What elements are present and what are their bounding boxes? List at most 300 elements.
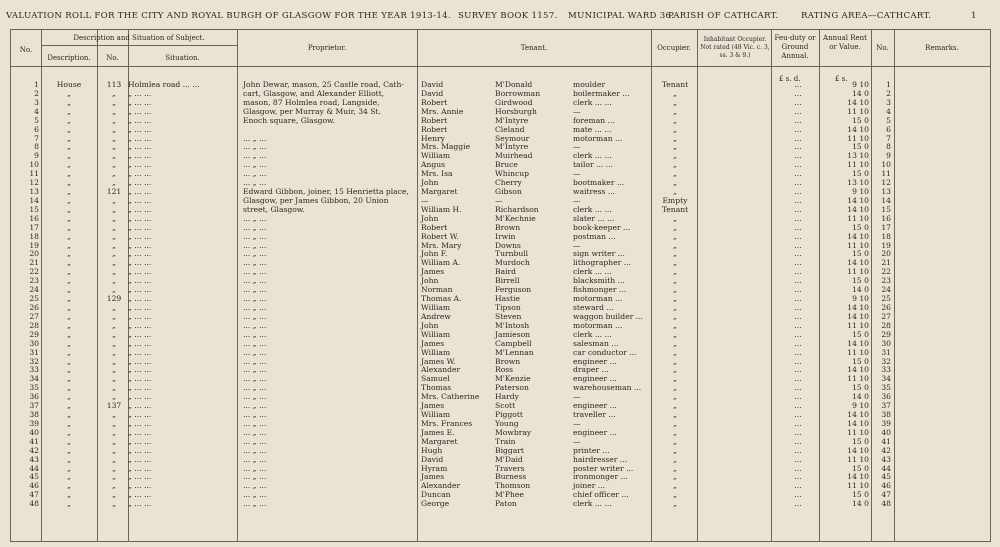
cell-tf: Robert (421, 97, 448, 107)
cell-ts: M'Lennan (495, 347, 534, 357)
cell-prop: ... „ ... (243, 481, 267, 491)
cell-desc: „ (67, 410, 71, 420)
cell-desc: „ (67, 124, 71, 134)
cell-occ: book-keeper ... (573, 222, 631, 232)
table-row (11, 464, 990, 473)
table-row (11, 285, 990, 294)
table-row (11, 481, 990, 490)
cell-prop: ... „ ... (243, 427, 267, 437)
cell-sit: „ ... ... (128, 97, 152, 107)
cell-rent: 14 10 (847, 258, 869, 268)
cell-no: 46 (29, 481, 39, 491)
cell-ts: Biggart (495, 445, 524, 455)
cell-occ: clerk ... ... (573, 97, 612, 107)
cell-occup: „ (673, 88, 677, 98)
col-feu-duty: Feu-duty or Ground Annual. (774, 34, 816, 60)
cell-desc: „ (67, 347, 71, 357)
cell-sit: „ ... ... (128, 418, 152, 428)
cell-no2: 25 (881, 294, 891, 304)
cell-desc: „ (67, 329, 71, 339)
cell-no: 32 (29, 356, 39, 366)
cell-desc: „ (67, 151, 71, 161)
cell-feu: ... (794, 454, 802, 464)
table-row (11, 142, 990, 151)
cell-occup: „ (673, 249, 677, 259)
cell-occ: — (573, 436, 581, 446)
cell-sit: „ ... ... (128, 392, 152, 402)
table-row (11, 241, 990, 250)
cell-occup: „ (673, 267, 677, 277)
cell-occup: „ (673, 338, 677, 348)
cell-desc: „ (67, 356, 71, 366)
cell-desc: „ (67, 204, 71, 214)
cell-sit: „ ... ... (128, 374, 152, 384)
cell-desc: „ (67, 436, 71, 446)
cell-no2: 46 (881, 481, 891, 491)
cell-prop: ... „ ... (243, 276, 267, 286)
cell-num: „ (112, 365, 116, 375)
cell-rent: 15 0 (852, 329, 869, 339)
cell-feu: ... (794, 356, 802, 366)
cell-desc: „ (67, 169, 71, 179)
cell-prop: ... „ ... (243, 329, 267, 339)
cell-desc: „ (67, 303, 71, 312)
cell-prop: ... „ ... (243, 365, 267, 375)
cell-no: 14 (29, 195, 39, 205)
table-row (11, 267, 990, 276)
cell-num: „ (112, 124, 116, 134)
cell-sit: „ ... ... (128, 490, 152, 500)
cell-no: 13 (29, 187, 39, 197)
valuation-table (10, 29, 991, 542)
cell-no: 42 (29, 445, 39, 455)
table-row (11, 107, 990, 116)
cell-num: „ (112, 178, 116, 188)
cell-no: 7 (34, 133, 39, 143)
cell-sit: „ ... ... (128, 160, 152, 170)
cell-num: „ (112, 410, 116, 420)
cell-prop: ... „ ... (243, 267, 267, 277)
cell-occup: „ (673, 445, 677, 455)
cell-no2: 5 (886, 115, 891, 125)
cell-feu: ... (794, 151, 802, 161)
cell-prop: ... „ ... (243, 374, 267, 384)
cell-no2: 41 (881, 436, 891, 446)
cell-rent: 14 10 (847, 303, 869, 312)
cell-no: 26 (29, 303, 39, 312)
cell-no2: 8 (886, 142, 891, 152)
cell-rent: 11 10 (847, 481, 869, 491)
cell-occ: traveller ... (573, 410, 616, 420)
cell-sit: „ ... ... (128, 195, 152, 205)
cell-feu: ... (794, 124, 802, 134)
cell-tf: — (421, 195, 429, 205)
cell-num: „ (112, 204, 116, 214)
cell-tf: William (421, 410, 451, 420)
col-no-right: No. (876, 44, 889, 52)
cell-feu: ... (794, 320, 802, 330)
table-row (11, 223, 990, 232)
cell-no: 31 (29, 347, 39, 357)
cell-no: 8 (34, 142, 39, 152)
cell-ts: Mowbray (495, 427, 532, 437)
cell-occup: Tenant (661, 204, 689, 214)
cell-feu: ... (794, 445, 802, 455)
cell-no2: 29 (881, 329, 891, 339)
table-row (11, 303, 990, 312)
cell-no2: 6 (886, 124, 891, 134)
cell-ts: Seymour (495, 133, 530, 143)
cell-rent: 14 10 (847, 418, 869, 428)
cell-tf: John (421, 276, 439, 286)
cell-num: 113 (106, 80, 122, 89)
cell-sit: „ ... ... (128, 401, 152, 411)
cell-occ: motorman ... (573, 294, 623, 304)
cell-feu: ... (794, 204, 802, 214)
cell-desc: „ (67, 142, 71, 152)
cell-sit: „ ... ... (128, 204, 152, 214)
cell-tf: William (421, 151, 451, 161)
table-row (11, 330, 990, 339)
cell-ts: Hastie (495, 294, 521, 304)
cell-rent: 13 10 (847, 178, 869, 188)
cell-no: 43 (29, 454, 39, 464)
cell-occup: „ (673, 285, 677, 295)
cell-no: 3 (34, 97, 39, 107)
cell-feu: ... (794, 106, 802, 116)
cell-ts: Travers (495, 463, 525, 473)
cell-rent: 14 10 (847, 204, 869, 214)
cell-feu: ... (794, 347, 802, 357)
cell-ts: Paterson (495, 383, 529, 393)
cell-ts: M'Phee (495, 490, 524, 500)
cell-no2: 22 (881, 267, 891, 277)
cell-rent: 14 10 (847, 338, 869, 348)
cell-occ: foreman ... (573, 115, 615, 125)
cell-feu: ... (794, 338, 802, 348)
cell-occ: waggon builder ... (573, 311, 643, 321)
cell-sit: „ ... ... (128, 222, 152, 232)
cell-occ: clerk ... ... (573, 499, 612, 509)
cell-no: 19 (29, 240, 39, 250)
cell-occup: Empty (662, 195, 688, 205)
cell-occup: „ (673, 472, 677, 482)
cell-desc: „ (67, 178, 71, 188)
cell-prop: ... „ ... (243, 231, 267, 241)
cell-occup: „ (673, 490, 677, 500)
table-row (11, 357, 990, 366)
cell-occup: „ (673, 276, 677, 286)
cell-no2: 30 (881, 338, 891, 348)
cell-occ: engineer ... (573, 356, 617, 366)
cell-no2: 47 (881, 490, 891, 500)
cell-tf: James (421, 338, 445, 348)
cell-feu: ... (794, 481, 802, 491)
table-row (11, 428, 990, 437)
cell-num: „ (112, 418, 116, 428)
cell-no2: 9 (886, 151, 891, 161)
cell-feu: ... (794, 472, 802, 482)
cell-ts: M'Kenzie (495, 374, 531, 384)
cell-no: 9 (34, 151, 39, 161)
cell-num: 121 (106, 187, 122, 197)
cell-prop: ... „ ... (243, 285, 267, 295)
cell-occ: slater ... ... (573, 213, 615, 223)
cell-sit: „ ... ... (128, 481, 152, 491)
cell-occ: — (573, 418, 581, 428)
cell-tf: Mrs. Mary (421, 240, 462, 250)
parish: PARISH OF CATHCART. (668, 11, 779, 21)
cell-num: „ (112, 427, 116, 437)
cell-num: „ (112, 160, 116, 170)
cell-prop: ... „ ... (243, 347, 267, 357)
table-row (11, 214, 990, 223)
cell-tf: Duncan (421, 490, 451, 500)
cell-feu: ... (794, 490, 802, 500)
cell-rent: 15 0 (852, 276, 869, 286)
cell-desc: „ (67, 320, 71, 330)
cell-prop: ... „ ... (243, 240, 267, 250)
cell-rent: 14 10 (847, 472, 869, 482)
table-row (11, 80, 990, 89)
cell-prop: ... „ ... (243, 418, 267, 428)
cell-tf: James (421, 267, 445, 277)
cell-tf: James W. (421, 356, 456, 366)
cell-occ: sign writer ... (573, 249, 625, 259)
cell-rent: 14 10 (847, 410, 869, 420)
table-row (11, 232, 990, 241)
cell-desc: „ (67, 285, 71, 295)
cell-no2: 10 (881, 160, 891, 170)
cell-occ: moulder (573, 80, 606, 89)
cell-sit: „ ... ... (128, 410, 152, 420)
cell-desc: „ (67, 213, 71, 223)
cell-feu: ... (794, 222, 802, 232)
cell-ts: Piggott (495, 410, 523, 420)
cell-no2: 39 (881, 418, 891, 428)
cell-no2: 7 (886, 133, 891, 143)
cell-no: 20 (29, 249, 39, 259)
cell-no: 4 (34, 106, 39, 116)
cell-sit: „ ... ... (128, 240, 152, 250)
cell-sit: „ ... ... (128, 347, 152, 357)
cell-occup: „ (673, 410, 677, 420)
cell-occup: „ (673, 294, 677, 304)
cell-feu: ... (794, 169, 802, 179)
cell-num: „ (112, 213, 116, 223)
cell-rent: 11 10 (847, 213, 869, 223)
cell-occ: boilermaker ... (573, 88, 630, 98)
cell-desc: „ (67, 231, 71, 241)
cell-tf: William H. (421, 204, 462, 214)
cell-tf: Henry (421, 133, 445, 143)
cell-rent: 9 10 (852, 80, 869, 89)
cell-desc: „ (67, 490, 71, 500)
cell-sit: „ ... ... (128, 88, 152, 98)
cell-prop: ... „ ... (243, 142, 267, 152)
cell-occup: „ (673, 356, 677, 366)
cell-occ: engineer ... (573, 374, 617, 384)
cell-sit: „ ... ... (128, 365, 152, 375)
proprietor-dewar-elliott: John Dewar, mason, 25 Castle road, Cath- cart, Glasgow, and Alexander Elliott, mason, 87 Holmlea road, Langside, Glasgow, per Murray & Muir, 34 St. Enoch square, Glasgow. (243, 80, 404, 125)
cell-rent: 15 0 (852, 169, 869, 179)
cell-no: 23 (29, 276, 39, 286)
cell-no2: 17 (881, 222, 891, 232)
cell-desc: „ (67, 392, 71, 402)
cell-sit: „ ... ... (128, 311, 152, 321)
cell-sit: Holmlea road ... ... (128, 80, 200, 89)
cell-sit: „ ... ... (128, 356, 152, 366)
cell-prop: ... „ ... (243, 401, 267, 411)
cell-tf: James E. (421, 427, 455, 437)
col-tenant: Tenant. (520, 44, 548, 52)
cell-num: 129 (106, 294, 122, 304)
cell-tf: Margaret (421, 187, 458, 197)
table-row (11, 374, 990, 383)
cell-occ: tailor ... ... (573, 160, 613, 170)
cell-feu: ... (794, 249, 802, 259)
cell-num: 137 (106, 401, 122, 411)
cell-occup: „ (673, 169, 677, 179)
cell-occ: ironmonger ... (573, 472, 628, 482)
cell-no2: 48 (881, 499, 891, 509)
cell-ts: Borrowman (495, 88, 541, 98)
cell-ts: M'Donald (495, 80, 533, 89)
cell-rent: 14 10 (847, 97, 869, 107)
cell-desc: „ (67, 258, 71, 268)
cell-ts: Ferguson (495, 285, 532, 295)
cell-sit: „ ... ... (128, 303, 152, 312)
cell-no: 21 (29, 258, 39, 268)
cell-no2: 31 (881, 347, 891, 357)
cell-num: „ (112, 338, 116, 348)
cell-feu: ... (794, 142, 802, 152)
cell-no2: 13 (881, 187, 891, 197)
cell-feu: ... (794, 115, 802, 125)
cell-tf: Mrs. Frances (421, 418, 473, 428)
cell-feu: ... (794, 240, 802, 250)
cell-ts: M'Daid (495, 454, 523, 464)
cell-ts: Horsburgh (495, 106, 537, 116)
cell-no: 25 (29, 294, 39, 304)
cell-num: „ (112, 311, 116, 321)
col-inhabitant-occupier: Inhabitant Occupier. Not rated (48 Vic. c. 3, ss. 3 & 9.) (700, 36, 770, 59)
cell-sit: „ ... ... (128, 436, 152, 446)
cell-no2: 27 (881, 311, 891, 321)
cell-desc: „ (67, 240, 71, 250)
cell-num: „ (112, 463, 116, 473)
cell-ts: Downs (495, 240, 521, 250)
cell-no: 6 (34, 124, 39, 134)
cell-prop: ... „ ... (243, 294, 267, 304)
cell-prop: ... „ ... (243, 490, 267, 500)
cell-rent: 14 0 (852, 392, 869, 402)
cell-desc: „ (67, 276, 71, 286)
table-row (11, 490, 990, 499)
cell-tf: James (421, 401, 445, 411)
cell-tf: Mrs. Annie (421, 106, 464, 116)
cell-no2: 2 (886, 88, 891, 98)
cell-sit: „ ... ... (128, 178, 152, 188)
cell-no2: 34 (881, 374, 891, 384)
cell-ts: Cherry (495, 178, 522, 188)
cell-occ: — (573, 195, 581, 205)
cell-occup: „ (673, 481, 677, 491)
cell-desc: „ (67, 427, 71, 437)
cell-tf: Hugh (421, 445, 443, 455)
cell-occup: „ (673, 347, 677, 357)
cell-sit: „ ... ... (128, 454, 152, 464)
cell-no: 39 (29, 418, 39, 428)
col-situation: Situation. (165, 54, 200, 62)
cell-desc: „ (67, 222, 71, 232)
cell-no2: 19 (881, 240, 891, 250)
cell-num: „ (112, 258, 116, 268)
cell-occ: chief officer ... (573, 490, 629, 500)
cell-occup: „ (673, 115, 677, 125)
cell-sit: „ ... ... (128, 142, 152, 152)
cell-feu: ... (794, 401, 802, 411)
cell-no: 24 (29, 285, 39, 295)
cell-no: 36 (29, 392, 39, 402)
cell-occ: printer ... (573, 445, 610, 455)
cell-rent: 14 10 (847, 195, 869, 205)
cell-desc: „ (67, 249, 71, 259)
table-row (11, 160, 990, 169)
cell-occup: „ (673, 187, 677, 197)
cell-num: „ (112, 303, 116, 312)
cell-rent: 11 10 (847, 427, 869, 437)
cell-tf: Thomas (421, 383, 452, 393)
cell-ts: Campbell (495, 338, 532, 348)
col-proprietor: Proprietor. (307, 44, 347, 52)
cell-no: 27 (29, 311, 39, 321)
cell-no: 44 (29, 463, 39, 473)
cell-no2: 1 (886, 80, 891, 89)
col-remarks: Remarks. (925, 44, 959, 52)
cell-occ: bootmaker ... (573, 178, 625, 188)
cell-rent: 11 10 (847, 160, 869, 170)
cell-sit: „ ... ... (128, 472, 152, 482)
cell-no2: 18 (881, 231, 891, 241)
cell-num: „ (112, 151, 116, 161)
cell-occ: — (573, 142, 581, 152)
cell-sit: „ ... ... (128, 294, 152, 304)
cell-occ: — (573, 106, 581, 116)
cell-feu: ... (794, 231, 802, 241)
cell-num: „ (112, 347, 116, 357)
cell-no2: 35 (881, 383, 891, 393)
cell-tf: John (421, 320, 439, 330)
cell-occ: clerk ... ... (573, 329, 612, 339)
cell-occup: „ (673, 106, 677, 116)
cell-ts: Brown (495, 356, 521, 366)
table-row (11, 472, 990, 481)
cell-tf: Alexander (421, 365, 461, 375)
cell-sit: „ ... ... (128, 285, 152, 295)
cell-rent: 9 10 (852, 187, 869, 197)
cell-rent: 11 10 (847, 374, 869, 384)
cell-sit: „ ... ... (128, 231, 152, 241)
cell-prop: ... „ ... (243, 213, 267, 223)
table-row (11, 446, 990, 455)
cell-no2: 20 (881, 249, 891, 259)
cell-ts: Richardson (495, 204, 539, 214)
table-row (11, 205, 990, 214)
cell-feu: ... (794, 258, 802, 268)
cell-ts: Whincup (495, 169, 530, 179)
cell-tf: Mrs. Isa (421, 169, 453, 179)
